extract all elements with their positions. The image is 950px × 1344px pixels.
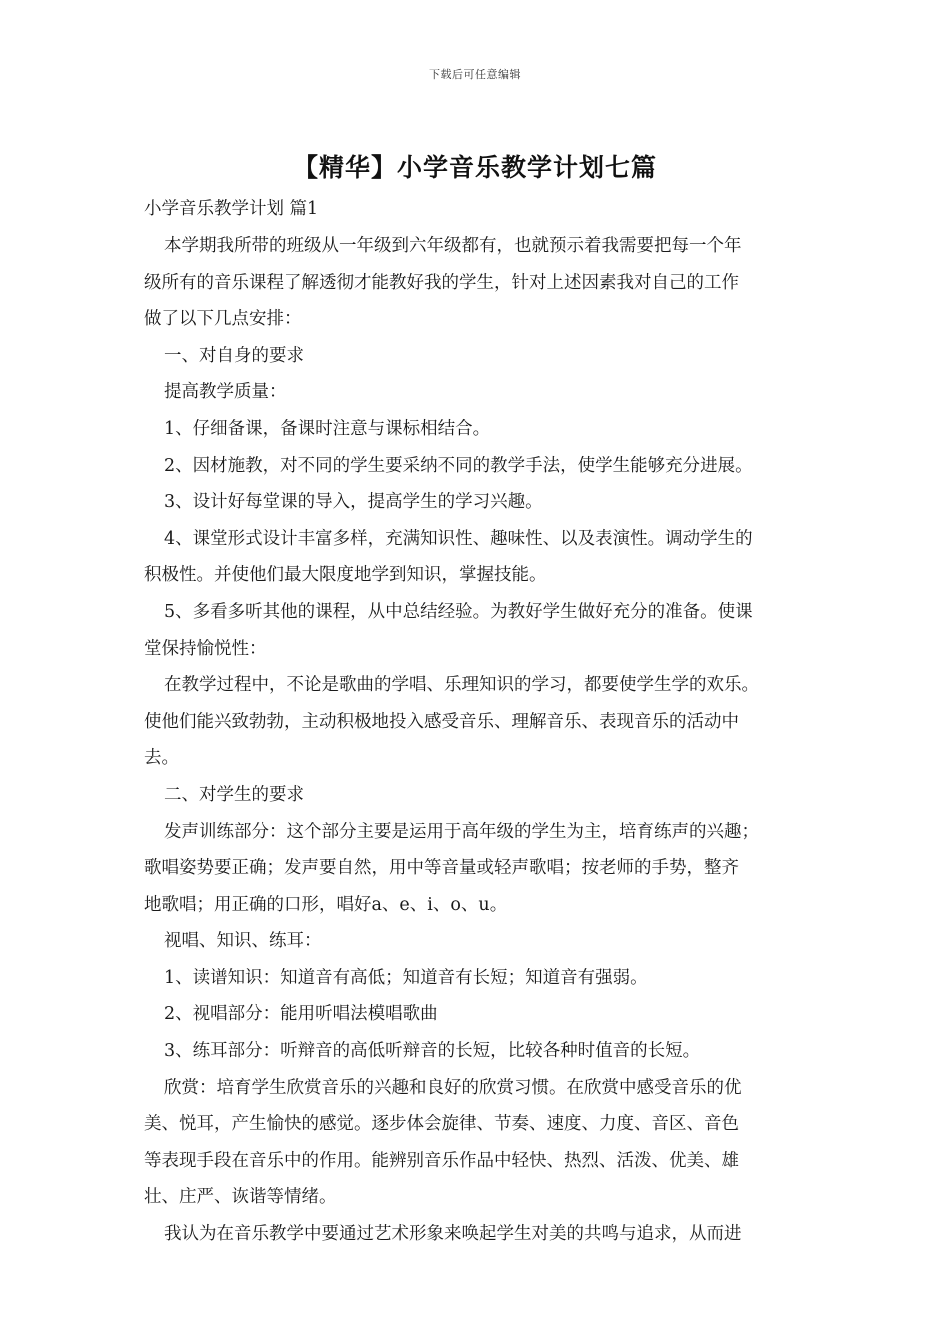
text-line: 美、悦耳，产生愉快的感觉。逐步体会旋律、节奏、速度、力度、音区、音色 bbox=[144, 1114, 739, 1135]
text-line: 在教学过程中，不论是歌曲的学唱、乐理知识的学习，都要使学生学的欢乐。 bbox=[164, 675, 759, 696]
text-line: 1、读谱知识：知道音有高低；知道音有长短；知道音有强弱。 bbox=[164, 967, 648, 988]
text-line: 等表现手段在音乐中的作用。能辨别音乐作品中轻快、热烈、活泼、优美、雄 bbox=[144, 1150, 739, 1171]
text-line: 提高教学质量： bbox=[164, 382, 287, 403]
text-line: 视唱、知识、练耳： bbox=[164, 931, 322, 952]
text-line: 5、多看多听其他的课程，从中总结经验。为教好学生做好充分的准备。使课 bbox=[164, 601, 753, 622]
text-line: 发声训练部分：这个部分主要是运用于高年级的学生为主，培育练声的兴趣； bbox=[164, 821, 759, 842]
text-line: 壮、庄严、诙谐等情绪。 bbox=[144, 1187, 337, 1208]
text-line: 3、设计好每堂课的导入，提高学生的学习兴趣。 bbox=[164, 492, 543, 513]
text-line: 我认为在音乐教学中要通过艺术形象来唤起学生对美的共鸣与追求，从而进 bbox=[164, 1224, 742, 1245]
text-line: 2、因材施教，对不同的学生要采纳不同的教学手法，使学生能够充分进展。 bbox=[164, 455, 753, 476]
text-line: 欣赏：培育学生欣赏音乐的兴趣和良好的欣赏习惯。在欣赏中感受音乐的优 bbox=[164, 1077, 742, 1098]
text-line: 二、对学生的要求 bbox=[164, 784, 304, 805]
text-line: 地歌唱；用正确的口形，唱好a、e、i、o、u。 bbox=[144, 894, 508, 915]
text-line: 本学期我所带的班级从一年级到六年级都有，也就预示着我需要把每一个年 bbox=[164, 236, 742, 256]
text-line: 去。 bbox=[144, 748, 179, 769]
text-line: 4、课堂形式设计丰富多样，充满知识性、趣味性、以及表演性。调动学生的 bbox=[164, 528, 753, 549]
text-line: 歌唱姿势要正确；发声要自然，用中等音量或轻声歌唱；按老师的手势，整齐 bbox=[144, 858, 739, 879]
text-line: 2、视唱部分：能用听唱法模唱歌曲 bbox=[164, 1004, 438, 1025]
document-title: 【精华】小学音乐教学计划七篇 bbox=[292, 153, 657, 182]
text-line: 积极性。并使他们最大限度地学到知识，掌握技能。 bbox=[144, 565, 547, 586]
text-line: 级所有的音乐课程了解透彻才能教好我的学生，针对上述因素我对自己的工作 bbox=[144, 272, 739, 293]
paragraph-lines bbox=[144, 228, 824, 1253]
text-line: 使他们能兴致勃勃，主动积极地投入感受音乐、理解音乐、表现音乐的活动中 bbox=[144, 711, 739, 732]
section-heading: 小学音乐教学计划 篇1 bbox=[144, 199, 319, 219]
text-line: 3、练耳部分：听辩音的高低听辩音的长短，比较各种时值音的长短。 bbox=[164, 1041, 701, 1062]
text-line: 堂保持愉悦性： bbox=[144, 638, 267, 659]
header-note: 下载后可任意编辑 bbox=[429, 68, 521, 81]
text-line: 1、仔细备课，备课时注意与课标相结合。 bbox=[164, 418, 491, 439]
document-body bbox=[144, 194, 824, 1253]
text-line: 做了以下几点安排： bbox=[144, 309, 302, 330]
text-line: 一、对自身的要求 bbox=[164, 345, 304, 366]
